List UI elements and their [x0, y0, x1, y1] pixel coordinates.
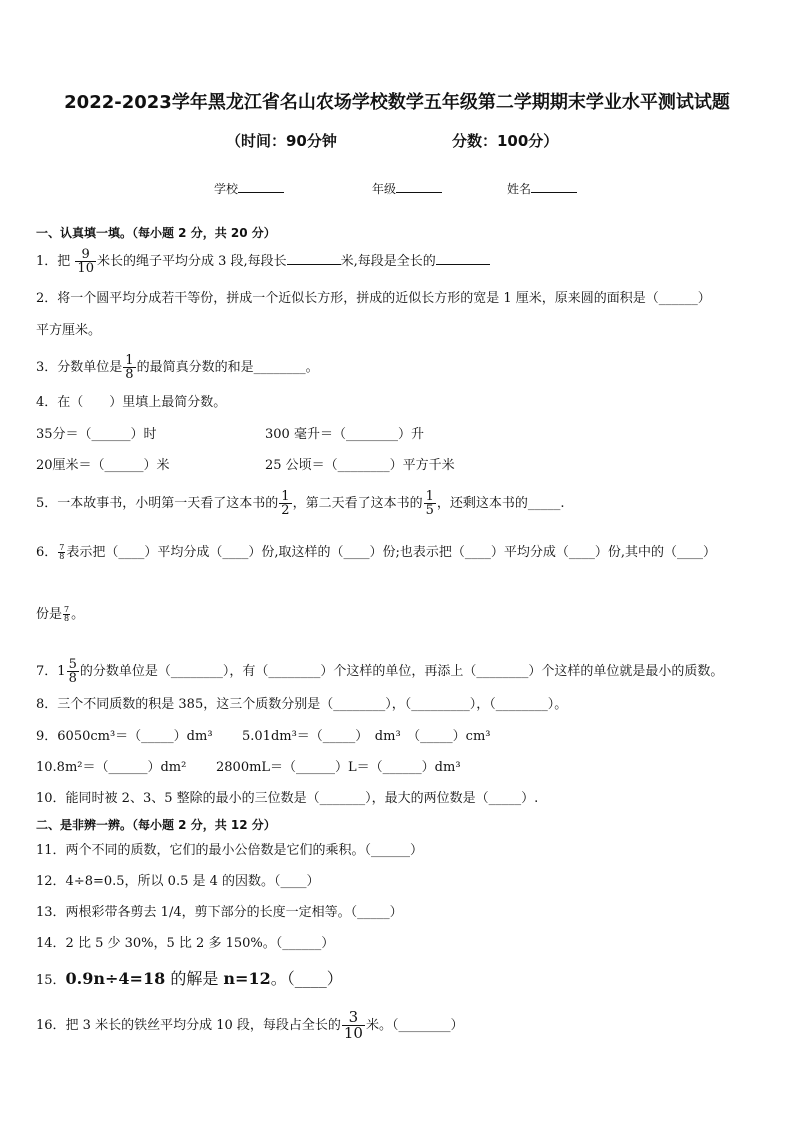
q1-numerator: 9 — [75, 248, 96, 262]
name-field[interactable] — [507, 180, 577, 197]
q1-blank-2[interactable] — [436, 251, 490, 265]
question-2-cont: 平方厘米。 — [36, 323, 102, 338]
q5-text-b: ，第二天看了这本书的 — [292, 496, 423, 511]
q3-fraction — [123, 354, 135, 381]
q7-denominator: 8 — [68, 671, 77, 686]
section-2-heading: 二、是非辨一辨。（每小题 2 分，共 12 分） — [36, 818, 276, 832]
grade-label: 年级 — [372, 182, 397, 196]
q6-numerator-2: 7 — [64, 605, 70, 614]
question-8: 8．三个不同质数的积是 385，这三个质数分别是（________），（_________），（________）。 — [36, 697, 568, 712]
question-7 — [36, 658, 723, 685]
q16-numerator: 3 — [342, 1010, 365, 1026]
q15-text-a: 15． — [36, 973, 66, 988]
grade-blank[interactable] — [396, 180, 442, 193]
q3-text-b: 的最简真分数的和是________。 — [136, 360, 319, 375]
q15-solution: n=12 — [223, 969, 271, 988]
q4-row2-left: 20厘米＝（______）米 — [36, 458, 170, 473]
question-13: 13．两根彩带各剪去 1/4，剪下部分的长度一定相等。（_____） — [36, 905, 403, 920]
q16-denominator: 10 — [343, 1024, 363, 1042]
q5-fraction-1 — [279, 490, 291, 517]
q6-fraction-2 — [63, 606, 70, 623]
school-blank[interactable] — [238, 180, 284, 193]
q16-text-a: 16．把 3 米长的铁丝平均分成 10 段，每段占全长的 — [36, 1018, 341, 1033]
q9-row2-left: 10.8m²＝（______）dm² — [36, 760, 187, 775]
name-label: 姓名 — [507, 182, 532, 196]
question-5 — [36, 490, 565, 517]
q6-fraction — [58, 544, 65, 561]
q1-denominator: 10 — [77, 261, 94, 276]
q15-equation: 0.9n÷4=18 — [65, 969, 166, 988]
question-2: 2．将一个圆平均分成若干等份，拼成一个近似长方形，拼成的近似长方形的宽是 1 厘米，原来圆的面积是（______） — [36, 291, 711, 306]
school-field[interactable] — [214, 180, 284, 197]
q6-numerator: 7 — [59, 543, 65, 552]
q6-denominator-2: 8 — [64, 614, 70, 623]
question-6-cont — [36, 606, 84, 624]
question-11: 11．两个不同的质数，它们的最小公倍数是它们的乘积。（______） — [36, 843, 424, 858]
q5-text-c: ，还剩这本书的_____. — [436, 496, 565, 511]
q9-row1-left: 9．6050cm³＝（_____）dm³ — [36, 729, 213, 744]
q4-row2-right: 25 公顷＝（________）平方千米 — [265, 458, 455, 473]
question-1 — [36, 248, 490, 275]
q16-text-b: 米。（________） — [365, 1018, 464, 1033]
grade-field[interactable] — [372, 180, 442, 197]
q6-denominator: 8 — [59, 552, 65, 561]
question-10: 10．能同时被 2、3、5 整除的最小的三位数是（_______），最大的两位数是（_____）. — [36, 791, 539, 806]
q15-text-e: 。（____） — [270, 969, 343, 988]
q1-blank-1[interactable] — [287, 251, 341, 265]
q6-text-a: 6． — [36, 545, 58, 560]
question-3 — [36, 354, 319, 381]
q1-fraction — [75, 248, 96, 275]
q1-text-c: 米,每段是全长的 — [340, 254, 436, 269]
q7-fraction — [67, 658, 79, 685]
q6-text-c: 份是 — [36, 607, 63, 622]
q4-row1-left: 35分＝（______）时 — [36, 427, 157, 442]
q6-text-b: 表示把（____）平均分成（____）份,取这样的（____）份;也表示把（____）平均分成（____）份,其中的（____） — [66, 545, 717, 560]
q9-row2-right: 2800mL＝（______）L＝（______）dm³ — [216, 760, 461, 775]
q7-text-a: 7． — [36, 664, 58, 679]
time-label: （时间：90分钟 — [226, 132, 337, 150]
q1-text-b: 米长的绳子平均分成 3 段,每段长 — [96, 254, 287, 269]
question-6 — [36, 544, 716, 562]
q7-whole: 1 — [57, 664, 66, 679]
q7-text-b: 的分数单位是（________），有（________）个这样的单位，再添上（________）个这样的单位就是最小的质数。 — [79, 664, 724, 679]
q5-f2-numerator: 1 — [425, 489, 434, 504]
q15-text-c: 的解是 — [165, 969, 224, 988]
q5-f1-denominator: 2 — [281, 503, 290, 518]
question-12: 12．4÷8=0.5，所以 0.5 是 4 的因数。（____） — [36, 874, 320, 889]
q3-text-a: 3．分数单位是 — [36, 360, 123, 375]
q9-row1-right: 5.01dm³＝（_____） dm³ （_____）cm³ — [242, 729, 491, 744]
q5-f1-numerator: 1 — [281, 489, 290, 504]
question-16 — [36, 1010, 464, 1041]
q3-numerator: 1 — [125, 353, 134, 368]
q4-row1-right: 300 毫升＝（________）升 — [265, 427, 424, 442]
q16-fraction — [342, 1010, 365, 1041]
q7-numerator: 5 — [68, 657, 77, 672]
q5-fraction-2 — [424, 490, 436, 517]
question-4: 4．在（ ）里填上最简分数。 — [36, 395, 227, 410]
name-blank[interactable] — [531, 180, 577, 193]
school-label: 学校 — [214, 182, 239, 196]
q1-text-a: 1．把 — [36, 254, 71, 269]
q6-text-d: 。 — [71, 607, 85, 622]
score-label: 分数：100分） — [452, 132, 559, 150]
question-15 — [36, 970, 343, 990]
q3-denominator: 8 — [125, 367, 134, 382]
q5-f2-denominator: 5 — [425, 503, 434, 518]
q5-text-a: 5．一本故事书，小明第一天看了这本书的 — [36, 496, 279, 511]
section-1-heading: 一、认真填一填。（每小题 2 分，共 20 分） — [36, 226, 276, 240]
question-14: 14．2 比 5 少 30%，5 比 2 多 150%。（______） — [36, 936, 335, 951]
exam-title: 2022-2023学年黑龙江省名山农场学校数学五年级第二学期期末学业水平测试试题 — [64, 92, 730, 113]
